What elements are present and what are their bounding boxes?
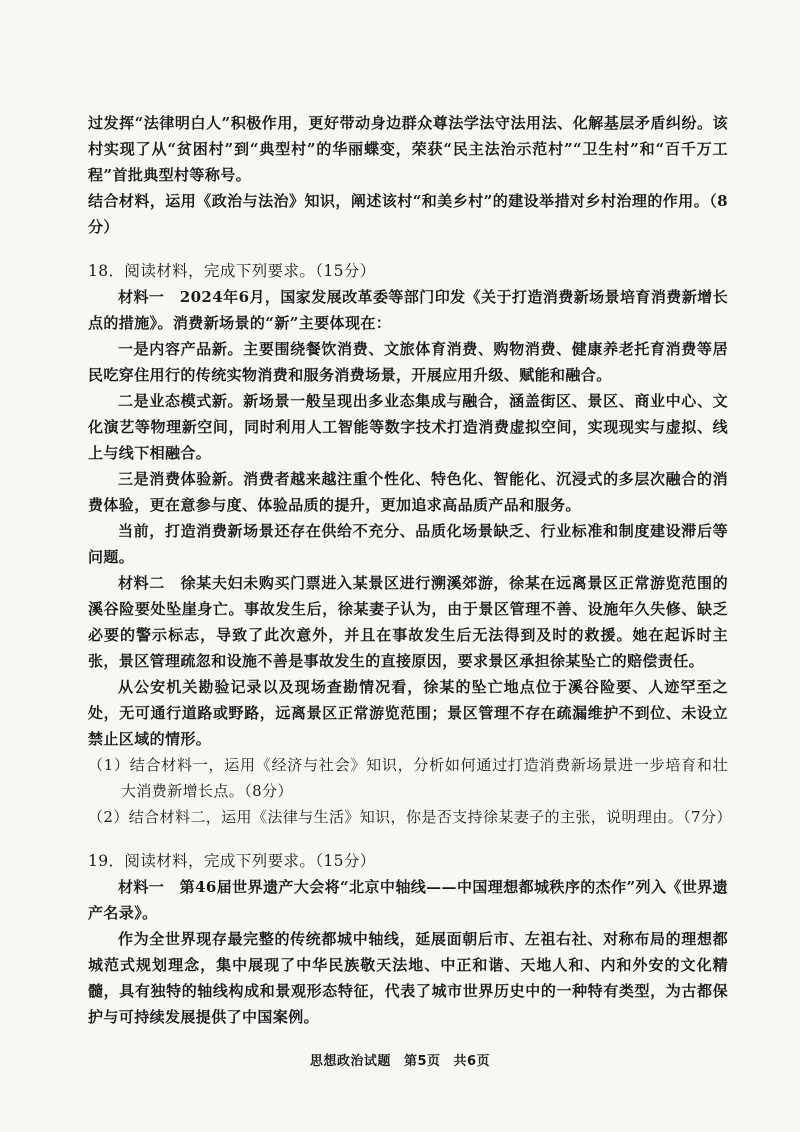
q18-material1-point2: 二是业态模式新。新场景一般呈现出多业态集成与融合，涵盖街区、景区、商业中心、文化演艺等物理新空间，同时利用人工智能等数字技术打造消费虚拟空间，实现现实与虚拟、线上与线下相融合。 [88, 392, 728, 462]
q17-paragraph: 过发挥“法律明白人”积极作用，更好带动身边群众尊法学法守法用法、化解基层矛盾纠纷。该村实现了从“贫困村”到“典型村”的华丽蝶变，荣获“民主法治示范村”“卫生村”和“百千万工程”首批典型村等称号。 [88, 114, 728, 184]
q18-subquestion-2: （2）结合材料二，运用《法律与生活》知识，你是否支持徐某妻子的主张，说明理由。（7分） [88, 808, 732, 826]
footer-total-pages: 共6页 [453, 1054, 491, 1069]
page-footer [0, 1050, 800, 1069]
q19-heading: 19．阅读材料，完成下列要求。（15分） [88, 852, 376, 870]
page-content [88, 110, 732, 1030]
footer-subject: 思想政治试题 [309, 1054, 391, 1069]
q18-heading: 18．阅读材料，完成下列要求。（15分） [88, 262, 376, 280]
q18-material1-intro: 材料一 2024年6月，国家发展改革委等部门印发《关于打造消费新场景培育消费新增长点的措施》。消费新场景的“新”主要体现在： [88, 288, 728, 332]
q19-material1-para1: 作为全世界现存最完整的传统都城中轴线，延展面朝后市、左祖右社、对称布局的理想都城范式规划理念，集中展现了中华民族敬天法地、中正和谐、天地人和、内和外安的文化精髓，具有独特的轴线构成和景观形态特征，代表了城市世界历史中的一种特有类型，为古都保护与可持续发展提供了中国案例。 [88, 930, 728, 1026]
q18-material1-point3: 三是消费体验新。消费者越来越注重个性化、特色化、智能化、沉浸式的多层次融合的消费体验，更在意参与度、体验品质的提升，更加追求高品质产品和服务。 [88, 470, 728, 514]
q18-material2-para1: 材料二 徐某夫妇未购买门票进入某景区进行溯溪郊游，徐某在远离景区正常游览范围的溪谷险要处坠崖身亡。事故发生后，徐某妻子认为，由于景区管理不善、设施年久失修、缺乏必要的警示标志，导致了此次意外，并且在事故发生后无法得到及时的救援。她在起诉时主张，景区管理疏忽和设施不善是事故发生的直接原因，要求景区承担徐某坠亡的赔偿责任。 [88, 574, 728, 670]
q18-material1-point4: 当前，打造消费新场景还存在供给不充分、品质化场景缺乏、行业标准和制度建设滞后等问题。 [88, 522, 728, 566]
q19-material1-intro: 材料一 第46届世界遗产大会将“北京中轴线——中国理想都城秩序的杰作”列入《世界遗产名录》。 [88, 878, 728, 922]
q17-task: 结合材料，运用《政治与法治》知识，阐述该村“和美乡村”的建设举措对乡村治理的作用。（8分） [88, 192, 728, 236]
q18-material1-point1: 一是内容产品新。主要围绕餐饮消费、文旅体育消费、购物消费、健康养老托育消费等居民吃穿住用行的传统实物消费和服务消费场景，开展应用升级、赋能和融合。 [88, 340, 728, 384]
footer-page-number: 第5页 [403, 1054, 441, 1069]
q18-material2-para2: 从公安机关勘验记录以及现场查勘情况看，徐某的坠亡地点位于溪谷险要、人迹罕至之处，无可通行道路或野路，远离景区正常游览范围；景区管理不存在疏漏维护不到位、未设立禁止区域的情形。 [88, 678, 728, 748]
q18-subquestion-1: （1）结合材料一，运用《经济与社会》知识，分析如何通过打造消费新场景进一步培育和壮大消费新增长点。（8分） [88, 756, 728, 800]
